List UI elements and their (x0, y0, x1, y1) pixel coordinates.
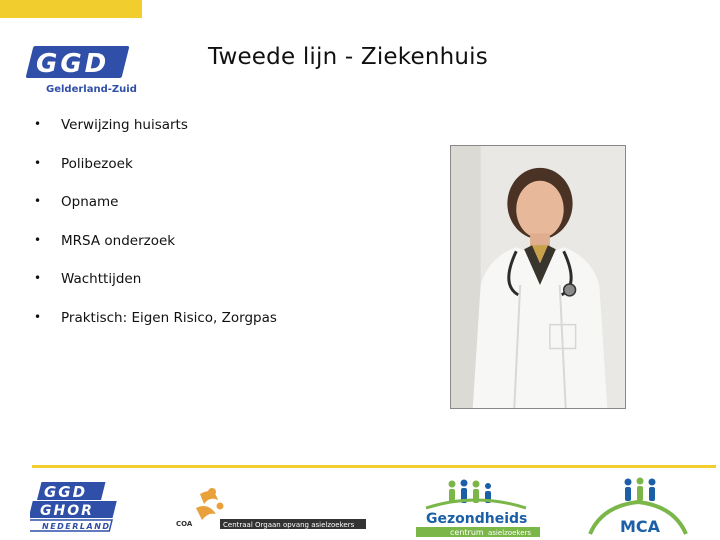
page-title: Tweede lijn - Ziekenhuis (208, 44, 488, 70)
svg-text:GHOR: GHOR (40, 503, 94, 519)
coa-logo (174, 484, 366, 532)
svg-text:MCA: MCA (620, 517, 661, 536)
mca-logo (586, 476, 690, 538)
svg-text:asielzoekers: asielzoekers (488, 529, 532, 537)
svg-text:Gelderland-Zuid: Gelderland-Zuid (46, 84, 137, 95)
doctor-photo (450, 145, 626, 409)
bullet-icon: • (34, 117, 42, 131)
bullet-icon: • (34, 271, 42, 285)
bullet-icon: • (34, 309, 42, 324)
svg-text:centrum: centrum (450, 528, 484, 537)
svg-text:NEDERLAND: NEDERLAND (42, 522, 111, 531)
top-accent-bar (0, 0, 142, 18)
bullet-icon: • (34, 155, 42, 170)
ggd-ghor-nederland-logo (30, 480, 126, 532)
bullet-icon: • (34, 232, 42, 247)
footer-divider (32, 465, 716, 468)
svg-text:Gezondheids: Gezondheids (426, 511, 528, 527)
bullet-icon: • (34, 194, 42, 208)
gezondheidscentrum-asielzoekers-logo (412, 478, 540, 538)
svg-text:COA: COA (176, 520, 193, 528)
ggd-gelderland-zuid-logo (20, 44, 144, 96)
svg-text:GGD: GGD (44, 483, 88, 501)
svg-text:GGD: GGD (36, 49, 110, 79)
svg-text:Centraal Orgaan opvang asielzo: Centraal Orgaan opvang asielzoekers (223, 521, 355, 529)
